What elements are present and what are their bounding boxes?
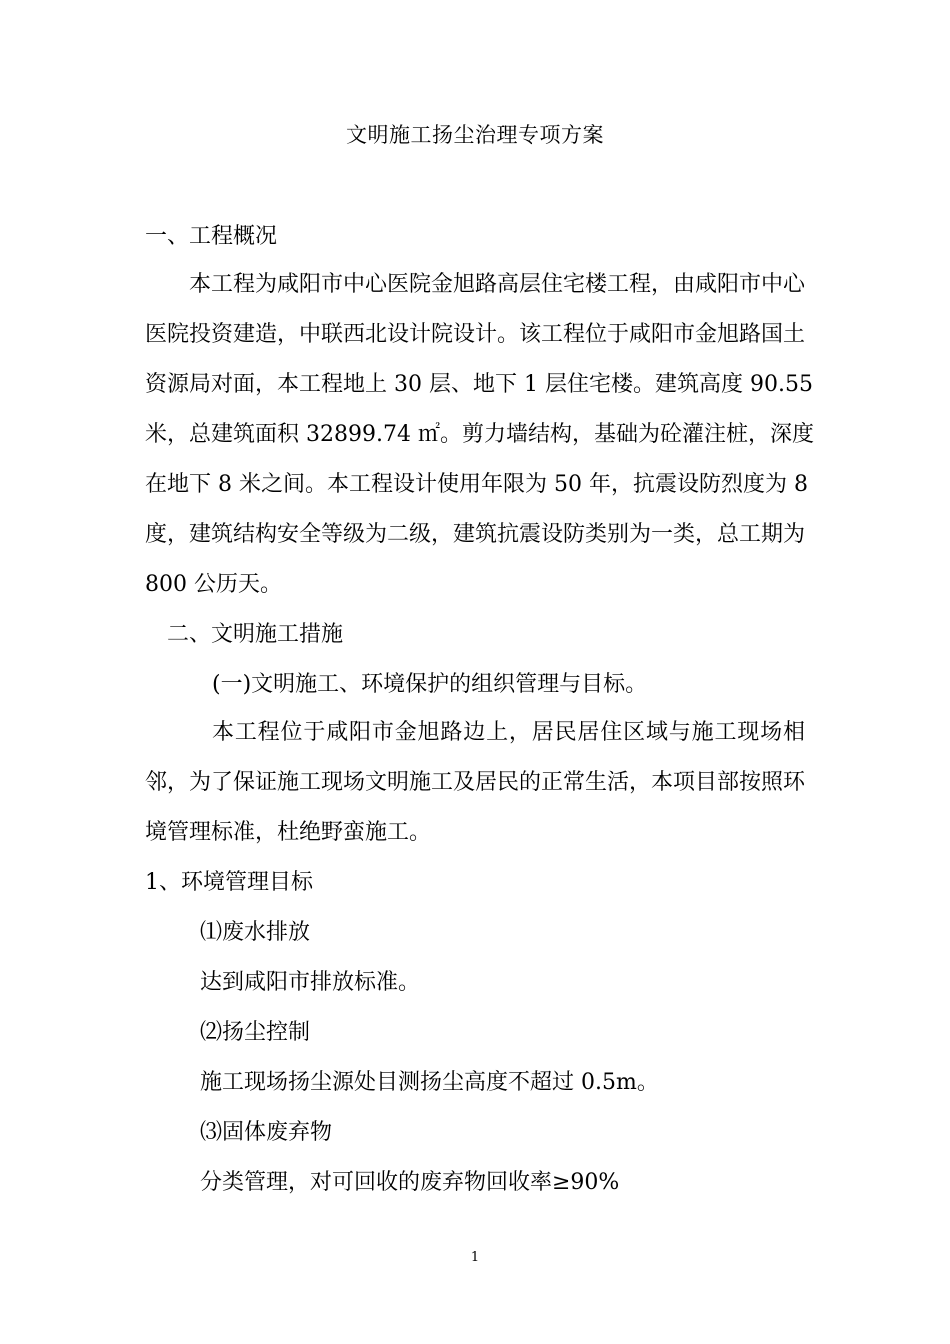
target-heading: 1、环境管理目标 — [145, 870, 313, 895]
measures-line: 邻，为了保证施工现场文明施工及居民的正常生活，本项目部按照环 — [145, 770, 806, 795]
overview-line: 米，总建筑面积 32899.74 ㎡。剪力墙结构，基础为砼灌注桩，深度 — [145, 422, 814, 447]
section-heading-overview: 一、工程概况 — [145, 224, 278, 249]
target-label: ⑴废水排放 — [200, 920, 311, 945]
measures-line: 境管理标准，杜绝野蛮施工。 — [145, 820, 432, 845]
page-number: 1 — [470, 1250, 480, 1265]
overview-line: 在地下 8 米之间。本工程设计使用年限为 50 年，抗震设防烈度为 8 — [145, 472, 808, 497]
subsection-heading: (一)文明施工、环境保护的组织管理与目标。 — [212, 672, 648, 697]
overview-line: 医院投资建造，中联西北设计院设计。该工程位于咸阳市金旭路国土 — [145, 322, 806, 347]
document-title: 文明施工扬尘治理专项方案 — [346, 123, 604, 147]
target-text: 达到咸阳市排放标准。 — [200, 970, 421, 995]
target-text: 施工现场扬尘源处目测扬尘高度不超过 0.5m。 — [200, 1070, 659, 1095]
target-label: ⑵扬尘控制 — [200, 1020, 311, 1045]
overview-line: 本工程为咸阳市中心医院金旭路高层住宅楼工程，由咸阳市中心 — [189, 272, 806, 297]
overview-line: 度，建筑结构安全等级为二级，建筑抗震设防类别为一类，总工期为 — [145, 522, 806, 547]
overview-line: 资源局对面，本工程地上 30 层、地下 1 层住宅楼。建筑高度 90.55 — [145, 372, 813, 397]
section-heading-measures: 二、文明施工措施 — [167, 622, 344, 647]
target-label: ⑶固体废弃物 — [200, 1120, 333, 1145]
measures-line: 本工程位于咸阳市金旭路边上，居民居住区域与施工现场相 — [212, 720, 805, 745]
overview-line: 800 公历天。 — [145, 572, 282, 597]
target-text: 分类管理，对可回收的废弃物回收率≥90% — [200, 1170, 620, 1195]
